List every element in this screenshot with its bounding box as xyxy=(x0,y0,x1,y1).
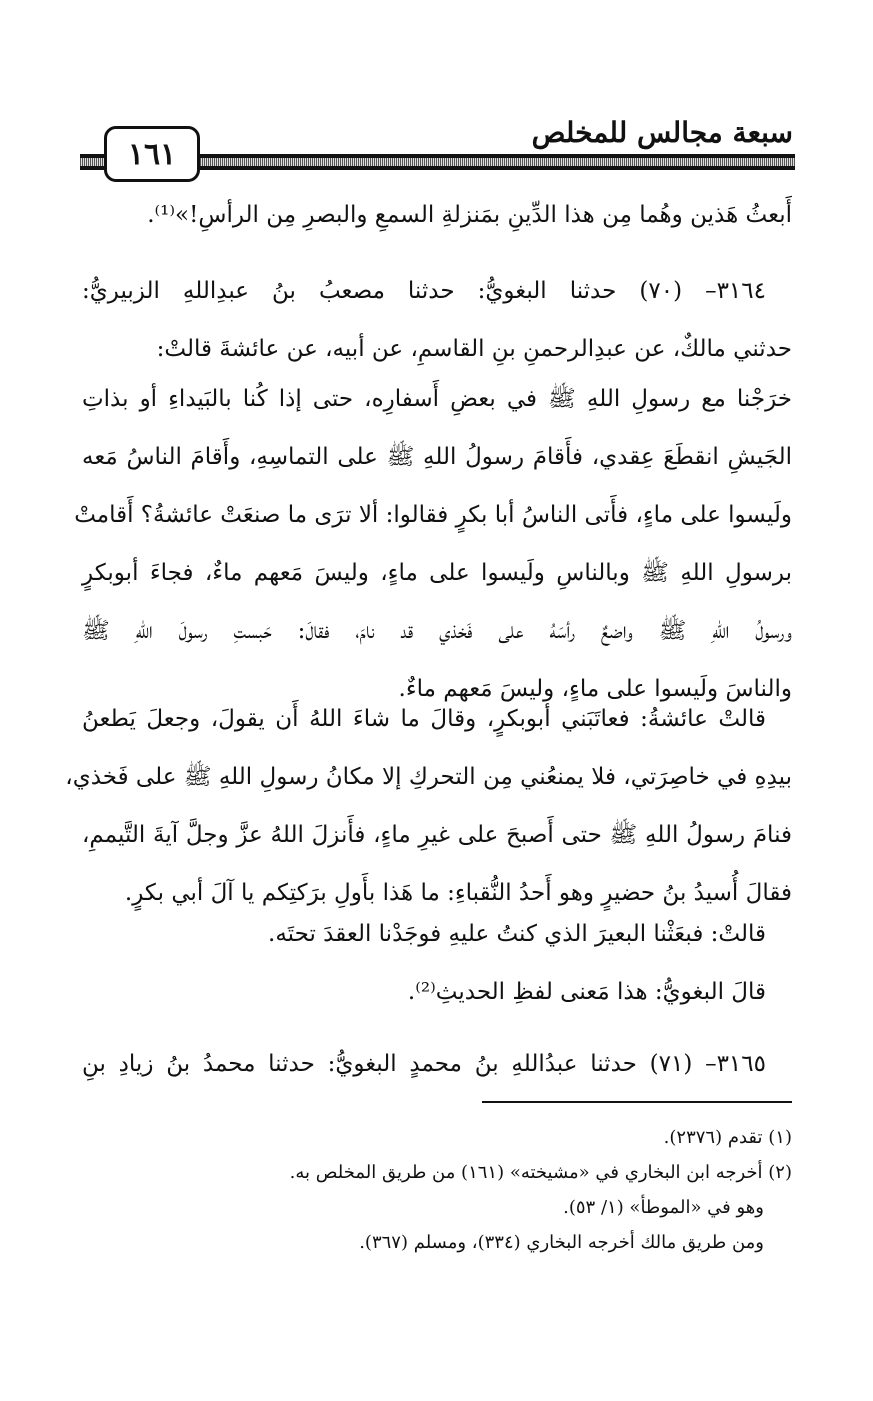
text-line: فقالَ أُسيدُ بنُ حضيرٍ وهو أَحدُ النُّقباءِ: ما هَذا بأَولِ برَكتِكم يا آلَ أبي بكرٍ. xyxy=(124,880,792,906)
footnote-2-continuation: وهو في «الموطأ» (١/ ٥٣). xyxy=(563,1197,764,1218)
paragraph-aisha-said xyxy=(65,690,792,922)
text-line: فنامَ رسولُ اللهِ ﷺ حتى أَصبحَ على غيرِ ماءٍ، فأَنزلَ اللهُ عزَّ وجلَّ آيةَ التَّيممِ، xyxy=(82,822,792,848)
text-line: قالَ البغويُّ: هذا مَعنى لفظِ الحديثِ⁽²⁾. xyxy=(407,979,766,1005)
text-line: قالتْ: فبعَثْنا البعيرَ الذي كنتُ عليهِ فوجَدْنا العقدَ تحتَه. xyxy=(268,921,766,947)
text-line: والناسَ ولَيسوا على ماءٍ، وليسَ مَعهم ماءٌ. xyxy=(398,676,792,702)
page-header xyxy=(80,112,795,188)
paragraph-hadith-3164-matn xyxy=(74,370,792,718)
header-rule xyxy=(198,154,795,170)
text-line: ولَيسوا على ماءٍ، فأَتى الناسُ أبا بكرٍ فقالوا: ألا ترَى ما صنعَتْ عائشةُ؟ أَقامتْ xyxy=(74,502,792,528)
footnote-2: (٢) أخرجه ابن البخاري في «مشيخته» (١٦١) من طريق المخلص به. xyxy=(289,1162,792,1183)
header-rule-left xyxy=(80,154,106,170)
page-number: ١٦١ xyxy=(104,126,200,182)
footnote-1: (١) تقدم (٢٣٧٦). xyxy=(663,1127,792,1148)
text-line: ٣١٦٥– (٧١) حدثنا عبدُاللهِ بنُ محمدٍ البغويُّ: حدثنا محمدُ بنُ زيادِ بنِ xyxy=(82,1051,766,1077)
paragraph-hadith-3164-isnad xyxy=(82,262,792,378)
text-line: أَبعثُ هَذين وهُما مِن هذا الدِّينِ بمَنزلةِ السمعِ والبصرِ مِن الرأسِ!»⁽¹⁾. xyxy=(147,202,792,228)
text-line: قالتْ عائشةُ: فعاتَبَني أبوبكرٍ، وقالَ ما شاءَ اللهُ أَن يقولَ، وجعلَ يَطعنُ xyxy=(82,706,766,732)
footnote-separator xyxy=(482,1101,792,1103)
text-line: حدثني مالكٌ، عن عبدِالرحمنِ بنِ القاسمِ، عن أبيه، عن عائشةَ قالتْ: xyxy=(156,336,792,362)
text-line: بيدِهِ في خاصِرَتي، فلا يمنعُني مِن التحركِ إلا مكانُ رسولِ اللهِ ﷺ على فَخذي، xyxy=(65,764,792,790)
paragraph-baghawi-note xyxy=(82,963,792,1021)
paragraph-continuation xyxy=(82,186,792,244)
text-line: برسولِ اللهِ ﷺ وبالناسِ ولَيسوا على ماءٍ، وليسَ مَعهم ماءٌ، فجاءَ أبوبكرٍ xyxy=(82,560,792,586)
running-title: سبعة مجالس للمخلص xyxy=(531,116,793,149)
text-line: الجَيشِ انقطَعَ عِقدي، فأَقامَ رسولُ اللهِ ﷺ على التماسِهِ، وأَقامَ الناسُ مَعه xyxy=(82,444,792,470)
paragraph-necklace-found xyxy=(82,905,792,963)
text-line: ورسولُ اللهِ ﷺ واضعٌ رأسَهُ على فَخذي قد نامَ، فقالَ: حَبستِ رسولَ اللهِ ﷺ xyxy=(82,618,792,644)
footnotes xyxy=(90,1120,792,1260)
text-line: ٣١٦٤– (٧٠) حدثنا البغويُّ: حدثنا مصعبُ بنُ عبدِاللهِ الزبيريُّ: xyxy=(82,278,766,304)
footnote-2-continuation: ومن طريق مالك أخرجه البخاري (٣٣٤)، ومسلم (٣٦٧). xyxy=(359,1232,764,1253)
text-line: خرَجْنا مع رسولِ اللهِ ﷺ في بعضِ أَسفارِه، حتى إذا كُنا بالبَيداءِ أو بذاتِ xyxy=(82,386,792,412)
paragraph-hadith-3165 xyxy=(82,1035,792,1093)
